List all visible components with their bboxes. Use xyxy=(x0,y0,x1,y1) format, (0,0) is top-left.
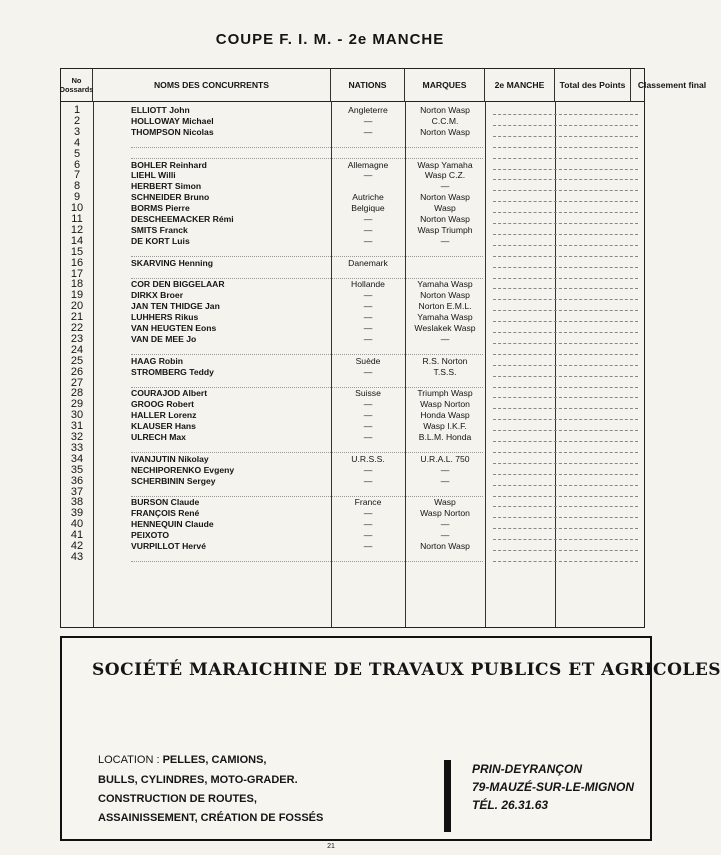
header-nations: NATIONS xyxy=(331,69,405,101)
table-row xyxy=(61,410,644,421)
rider-number: 14 xyxy=(70,234,84,247)
score-line xyxy=(493,245,638,246)
table-row xyxy=(61,421,644,432)
ad-service-line: BULLS, CYLINDRES, MOTO-GRADER. xyxy=(98,774,298,786)
group-separator xyxy=(131,354,483,355)
table-row xyxy=(61,399,644,410)
results-table xyxy=(59,68,707,628)
rider-name: COURAJOD Albert xyxy=(131,388,208,399)
group-separator xyxy=(131,147,483,148)
ad-address-town: PRIN-DEYRANÇON xyxy=(472,762,583,776)
rider-name: FRANÇOIS René xyxy=(131,508,200,519)
table-row xyxy=(61,312,644,323)
rider-name: VURPILLOT Hervé xyxy=(131,541,206,551)
rider-number: 20 xyxy=(70,300,84,313)
page-title: COUPE F. I. M. - 2e MANCHE xyxy=(215,31,445,48)
rider-number: 34 xyxy=(70,452,84,465)
header-manche: 2e MANCHE xyxy=(485,69,555,101)
rider-nation: — xyxy=(363,366,373,377)
rider-number: 24 xyxy=(70,343,84,356)
score-line xyxy=(493,267,638,268)
rider-nation: — xyxy=(363,475,373,486)
table-row xyxy=(61,290,644,301)
table-row xyxy=(61,519,644,530)
header-divider xyxy=(61,101,644,102)
table-row xyxy=(61,203,644,214)
rider-number: 2 xyxy=(73,114,81,127)
rider-make: Norton Wasp xyxy=(420,541,470,551)
rider-number: 25 xyxy=(70,354,84,367)
table-row xyxy=(61,127,644,138)
rider-make: Wasp xyxy=(434,203,456,214)
score-line xyxy=(493,201,638,202)
group-separator xyxy=(131,561,483,562)
ad-location-label: LOCATION : xyxy=(98,754,160,766)
score-line xyxy=(493,179,638,180)
rider-make: Wasp C.Z. xyxy=(424,170,466,181)
rider-name: ULRECH Max xyxy=(131,432,186,442)
rider-nation: — xyxy=(363,421,373,432)
rider-make: Norton E.M.L. xyxy=(418,301,472,312)
table-row xyxy=(61,487,644,498)
table-row xyxy=(61,378,644,389)
rider-make: — xyxy=(440,333,450,344)
rider-nation: — xyxy=(363,541,373,551)
rider-number: 28 xyxy=(70,387,84,400)
table-row xyxy=(61,258,644,269)
rider-nation: — xyxy=(363,312,373,323)
score-line xyxy=(493,343,638,344)
rider-nation: — xyxy=(363,399,373,410)
rider-number: 29 xyxy=(70,398,84,411)
score-line xyxy=(493,387,638,388)
rider-name: PEIXOTO xyxy=(131,530,170,541)
rider-number: 21 xyxy=(70,311,84,324)
rider-nation: U.R.S.S. xyxy=(351,453,385,464)
rider-make: Wasp I.K.F. xyxy=(423,421,467,432)
rider-nation: — xyxy=(363,126,373,137)
rider-name: ELLIOTT John xyxy=(131,105,190,115)
rider-nation: — xyxy=(363,519,373,530)
score-line xyxy=(493,310,638,311)
rider-name: SKARVING Henning xyxy=(131,257,213,268)
table-row xyxy=(61,138,644,149)
table-row xyxy=(61,181,644,192)
rider-name: SCHNEIDER Bruno xyxy=(131,192,210,203)
rider-number: 19 xyxy=(70,289,84,302)
group-separator xyxy=(131,452,483,453)
rider-make: Norton Wasp xyxy=(420,105,470,115)
score-line xyxy=(493,506,638,507)
table-row xyxy=(61,356,644,367)
rider-number: 7 xyxy=(73,169,81,182)
rider-name: HAAG Robin xyxy=(131,355,184,366)
rider-make: Wasp Norton xyxy=(420,399,470,410)
score-line xyxy=(493,528,638,529)
rider-number: 33 xyxy=(70,441,84,454)
rider-make: — xyxy=(440,530,450,541)
rider-make: R.S. Norton xyxy=(422,355,468,366)
score-line xyxy=(493,539,638,540)
rider-number: 15 xyxy=(70,245,84,258)
rider-name: HERBERT Simon xyxy=(131,181,202,192)
rider-nation: — xyxy=(363,115,373,126)
header-noms: NOMS DES CONCURRENTS xyxy=(93,69,331,101)
group-separator xyxy=(131,387,483,388)
table-row xyxy=(61,367,644,378)
rider-make: Wasp Norton xyxy=(420,508,470,519)
table-row xyxy=(61,443,644,454)
ad-service-line: CONSTRUCTION DE ROUTES, xyxy=(98,793,257,805)
score-line xyxy=(493,288,638,289)
ad-address-city: 79-MAUZÉ-SUR-LE-MIGNON xyxy=(472,780,634,794)
rider-number: 36 xyxy=(70,474,84,487)
table-row xyxy=(61,345,644,356)
rider-name: SMITS Franck xyxy=(131,224,188,235)
rider-name: VAN DE MEE Jo xyxy=(131,333,197,344)
score-line xyxy=(493,212,638,213)
rider-number: 9 xyxy=(73,191,81,204)
rider-number: 39 xyxy=(70,507,84,520)
rider-number: 37 xyxy=(70,485,84,498)
header-classement: Classement final xyxy=(637,79,707,90)
score-line xyxy=(493,125,638,126)
score-line xyxy=(493,158,638,159)
rider-nation: — xyxy=(363,224,373,235)
rider-number: 17 xyxy=(70,267,84,280)
header-total: Total des Points xyxy=(555,69,631,101)
score-line xyxy=(493,234,638,235)
rider-name: DESCHEEMACKER Rémi xyxy=(131,214,234,224)
rider-make: Yamaha Wasp xyxy=(417,279,473,290)
table-row xyxy=(61,279,644,290)
score-line xyxy=(493,278,638,279)
rider-name: HOLLOWAY Michael xyxy=(131,115,214,126)
rider-number: 35 xyxy=(70,463,84,476)
table-row xyxy=(61,476,644,487)
rider-number: 16 xyxy=(70,256,84,269)
rider-nation: Allemagne xyxy=(347,159,389,170)
rider-make: U.R.A.L. 750 xyxy=(420,453,470,464)
rider-number: 32 xyxy=(70,431,84,443)
rider-number: 1 xyxy=(73,104,81,116)
score-line xyxy=(493,550,638,551)
table-row xyxy=(61,247,644,258)
score-line xyxy=(493,169,638,170)
ad-location-line xyxy=(98,754,267,766)
rider-nation: Hollande xyxy=(351,279,385,290)
rider-number: 11 xyxy=(71,213,83,225)
rider-number: 30 xyxy=(70,409,84,422)
table-row xyxy=(61,160,644,171)
score-line xyxy=(493,256,638,257)
rider-nation: Suède xyxy=(355,355,381,366)
rider-make: Norton Wasp xyxy=(420,192,470,203)
table-row xyxy=(61,170,644,181)
score-line xyxy=(493,365,638,366)
rider-nation: Angleterre xyxy=(348,105,388,115)
table-row xyxy=(61,301,644,312)
table-row xyxy=(61,552,644,563)
rider-make: Norton Wasp xyxy=(420,214,470,224)
score-line xyxy=(493,147,638,148)
table-row xyxy=(61,432,644,443)
rider-name: BOHLER Reinhard xyxy=(131,159,207,170)
rider-nation: — xyxy=(363,170,373,181)
score-line xyxy=(493,321,638,322)
rider-number: 18 xyxy=(70,278,84,291)
rider-number: 8 xyxy=(73,180,81,193)
score-line xyxy=(493,561,638,562)
rider-name: STROMBERG Teddy xyxy=(131,366,214,377)
rider-make: — xyxy=(440,475,450,486)
score-line xyxy=(493,332,638,333)
table-row xyxy=(61,530,644,541)
rider-name: COR DEN BIGGELAAR xyxy=(131,279,225,290)
rider-number: 43 xyxy=(70,550,84,563)
table-row xyxy=(61,323,644,334)
score-line xyxy=(493,485,638,486)
rider-nation: — xyxy=(363,235,373,246)
group-separator xyxy=(131,278,483,279)
ad-service-line: ASSAINISSEMENT, CRÉATION DE FOSSÉS xyxy=(98,812,324,824)
rider-make: — xyxy=(440,519,450,530)
rider-name: HENNEQUIN Claude xyxy=(131,519,214,530)
rider-make: B.L.M. Honda xyxy=(418,432,472,442)
ad-company-name: SOCIÉTÉ MARAICHINE DE TRAVAUX PUBLICS ET AGRICOLES xyxy=(92,660,721,680)
rider-make: — xyxy=(440,181,450,192)
rider-nation: — xyxy=(363,508,373,519)
rider-number: 10 xyxy=(70,202,84,215)
rider-name: SCHERBININ Sergey xyxy=(131,475,216,486)
rider-make: Norton Wasp xyxy=(420,290,470,301)
score-line xyxy=(493,474,638,475)
rider-nation: — xyxy=(363,432,373,442)
rider-number: 12 xyxy=(70,223,84,236)
rider-nation: — xyxy=(363,301,373,312)
rider-nation: — xyxy=(363,530,373,541)
rider-nation: Belgique xyxy=(351,203,385,214)
rider-name: BURSON Claude xyxy=(131,497,200,508)
rider-number: 31 xyxy=(70,420,84,433)
rider-nation: — xyxy=(363,464,373,475)
score-line xyxy=(493,136,638,137)
rider-number: 38 xyxy=(70,496,84,509)
rider-name: DE KORT Luis xyxy=(131,235,190,246)
score-line xyxy=(493,114,638,115)
rider-number: 42 xyxy=(70,540,84,552)
group-separator xyxy=(131,158,483,159)
score-line xyxy=(493,452,638,453)
table-row xyxy=(61,105,644,116)
table-row xyxy=(61,465,644,476)
table-row xyxy=(61,541,644,552)
rider-name: IVANJUTIN Nikolay xyxy=(131,453,209,464)
rider-number: 6 xyxy=(73,158,81,171)
rider-name: KLAUSER Hans xyxy=(131,421,196,432)
table-row xyxy=(61,334,644,345)
rider-make: — xyxy=(440,235,450,246)
score-line xyxy=(493,223,638,224)
rider-number: 4 xyxy=(73,136,81,149)
rider-name: VAN HEUGTEN Eons xyxy=(131,323,217,333)
rider-nation: — xyxy=(363,290,373,301)
advertisement xyxy=(60,636,721,841)
group-separator xyxy=(131,256,483,257)
rider-make: C.C.M. xyxy=(431,115,459,126)
table-row xyxy=(61,497,644,508)
rider-name: NECHIPORENKO Evgeny xyxy=(131,464,235,475)
score-line xyxy=(493,496,638,497)
rider-number: 23 xyxy=(70,332,84,345)
score-line xyxy=(493,354,638,355)
rider-name: LUHHERS Rikus xyxy=(131,312,199,323)
rider-make: Weslakek Wasp xyxy=(414,323,476,333)
rider-nation: Suisse xyxy=(355,388,381,399)
ad-location-items: PELLES, CAMIONS, xyxy=(162,754,267,766)
table-row xyxy=(61,388,644,399)
page-number: 21 xyxy=(327,843,335,850)
group-separator xyxy=(131,496,483,497)
score-line xyxy=(493,430,638,431)
rider-number: 22 xyxy=(70,322,84,334)
table-row xyxy=(61,149,644,160)
rider-nation: Danemark xyxy=(348,257,388,268)
rider-make: Honda Wasp xyxy=(420,410,470,421)
score-line xyxy=(493,441,638,442)
table-row xyxy=(61,454,644,465)
rider-number: 3 xyxy=(73,125,81,138)
rider-nation: — xyxy=(363,323,373,333)
rider-make: T.S.S. xyxy=(433,366,457,377)
rider-make: Norton Wasp xyxy=(420,126,470,137)
rider-make: Wasp Yamaha xyxy=(417,159,473,170)
header-dossards: No Dossards xyxy=(61,69,93,101)
score-line xyxy=(493,376,638,377)
rider-nation: — xyxy=(363,410,373,421)
rider-make: Triumph Wasp xyxy=(417,388,473,399)
table-row xyxy=(61,116,644,127)
score-line xyxy=(493,397,638,398)
rider-number: 27 xyxy=(70,376,84,389)
score-line xyxy=(493,517,638,518)
rider-name: JAN TEN THIDGE Jan xyxy=(131,301,220,312)
rider-number: 40 xyxy=(70,518,84,531)
rider-number: 41 xyxy=(70,529,84,542)
rider-number: 26 xyxy=(70,365,84,378)
header-marques: MARQUES xyxy=(405,69,485,101)
rider-name: THOMPSON Nicolas xyxy=(131,126,214,137)
table-row xyxy=(61,225,644,236)
rider-name: GROOG Robert xyxy=(131,399,195,410)
rider-name: DIRKX Broer xyxy=(131,290,184,301)
rider-make: Wasp Triumph xyxy=(417,224,473,235)
rider-nation: — xyxy=(363,214,373,224)
rider-nation: — xyxy=(363,333,373,344)
score-line xyxy=(493,419,638,420)
score-line xyxy=(493,463,638,464)
rider-name: HALLER Lorenz xyxy=(131,410,197,421)
table-row xyxy=(61,214,644,225)
rider-name: LIEHL Willi xyxy=(131,170,176,181)
rider-make: — xyxy=(440,464,450,475)
rider-nation: Autriche xyxy=(352,192,384,203)
score-line xyxy=(493,408,638,409)
rider-make: Wasp xyxy=(434,497,456,508)
table-row xyxy=(61,269,644,280)
table-row xyxy=(61,508,644,519)
score-line xyxy=(493,190,638,191)
score-line xyxy=(493,299,638,300)
rider-make: Yamaha Wasp xyxy=(417,312,473,323)
table-row xyxy=(61,192,644,203)
rider-nation: France xyxy=(354,497,382,508)
ad-phone: TÉL. 26.31.63 xyxy=(472,798,549,812)
table-row xyxy=(61,236,644,247)
rider-number: 5 xyxy=(73,147,81,160)
rider-name: BORMS Pierre xyxy=(131,203,190,214)
ad-divider-bar xyxy=(444,760,451,832)
